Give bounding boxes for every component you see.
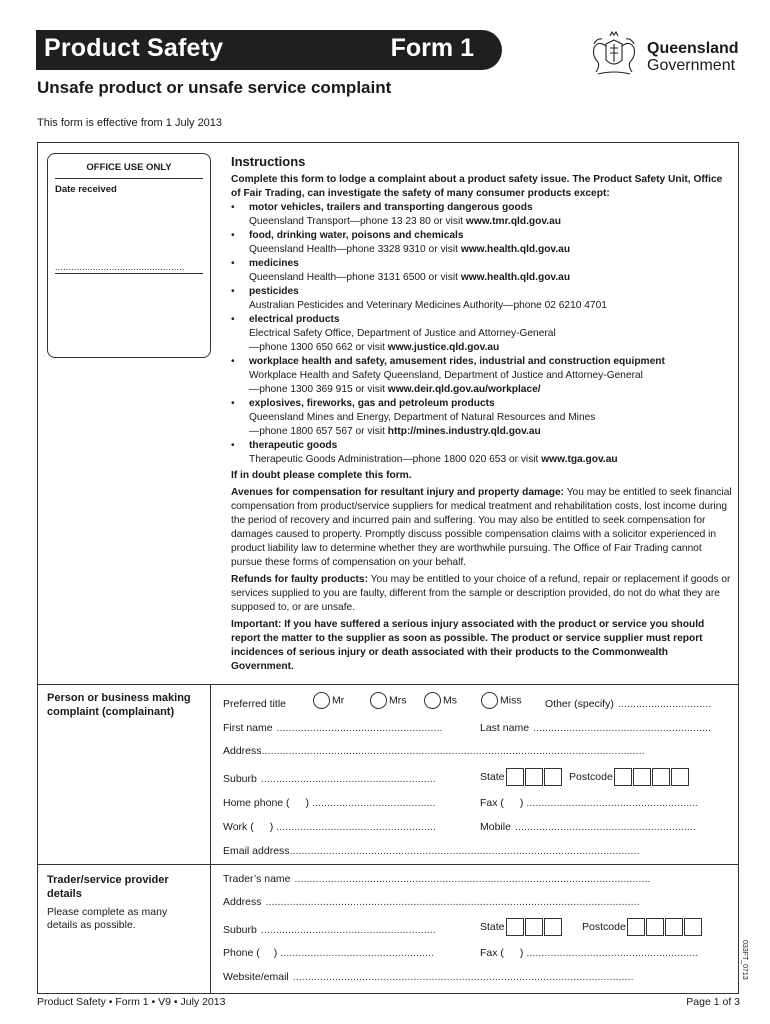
address-field[interactable]: Address............................................................................................................................... (223, 745, 645, 757)
avenues-paragraph (231, 486, 733, 570)
field-label: State (480, 920, 505, 933)
field-label: First name (223, 722, 273, 734)
option-label: Mr (332, 694, 345, 707)
field-label: Website/email (223, 971, 289, 983)
office-use-title: OFFICE USE ONLY (86, 162, 172, 173)
item-heading: therapeutic goods (249, 440, 338, 451)
form-title-bar (36, 30, 502, 70)
item-text: Queensland Mines and Energy, Department of Natural Resources and Mines (249, 412, 596, 423)
trader-section-label: Trader/service provider details (47, 874, 169, 900)
field-label: Fax ( (480, 947, 504, 959)
instructions-heading: Instructions (231, 154, 306, 169)
trader-name-field[interactable]: Trader’s name ...................................................................................................................... (223, 873, 651, 885)
field-label: Work ( (223, 821, 254, 833)
trader-phone-field[interactable]: Phone ( ) ................................................... (223, 947, 435, 959)
divider (55, 273, 203, 274)
refunds-text: You may be entitled to your choice of a refund, repair or replacement if goods or services supplied to you are faulty, different from the sample or description provided, do not do what they are supposed to, or are unsafe. (231, 574, 731, 613)
item-link[interactable]: www.justice.qld.gov.au (387, 342, 500, 353)
trader-website-field[interactable]: Website/email ................................................................................................................. (223, 971, 634, 983)
list-item: • motor vehicles, trailers and transporting dangerous goods Queensland Transport—phone 13 23 80 or visit www.tmr.qld.gov.au (231, 202, 561, 227)
field-label: Email address (223, 845, 290, 857)
option-label: Miss (500, 694, 522, 707)
field-label: ) (519, 797, 524, 809)
form-number: Form 1 (390, 34, 474, 62)
refunds-heading: Refunds for faulty products: (231, 574, 368, 585)
divider (210, 864, 211, 994)
item-text: Australian Pesticides and Veterinary Medicines Authority—phone 02 6210 4701 (249, 300, 607, 311)
queensland-government-logo (647, 40, 739, 74)
title-option-ms[interactable] (424, 692, 457, 709)
list-item: • explosives, fireworks, gas and petroleum products Queensland Mines and Energy, Department of Natural Resources and Mines —phone 1800 657 567 or visit http://mines.industry.qld.gov.au (231, 398, 596, 437)
trader-postcode-field[interactable] (582, 918, 702, 936)
work-phone-field[interactable]: Work ( ) ..................................................... (223, 821, 437, 833)
field-label: Phone ( (223, 947, 260, 959)
item-text: Workplace Health and Safety Queensland, Department of Justice and Attorney-General (249, 370, 643, 381)
title-option-miss[interactable] (481, 692, 522, 709)
refunds-paragraph (231, 573, 733, 615)
trader-state-field[interactable] (480, 918, 562, 936)
field-label: Postcode (569, 770, 613, 783)
field-label: Home phone ( (223, 797, 290, 809)
list-item: • therapeutic goods Therapeutic Goods Administration—phone 1800 020 653 or visit www.tga.gov.au (231, 440, 618, 465)
complainant-section-label: Person or business making complaint (complainant) (47, 692, 191, 718)
postcode-field[interactable] (569, 768, 689, 786)
important-note: Important: If you have suffered a serious injury associated with the product or service you should report the matter to the supplier as soon as possible. The product or service supplier must report incidences of serious injury or death associated with their products to the Commonwealth Government. (231, 619, 705, 672)
suburb-field[interactable]: Suburb .......................................................... (223, 773, 436, 785)
radio-button[interactable] (370, 692, 387, 709)
item-heading: workplace health and safety, amusement rides, industrial and construction equipment (249, 356, 665, 367)
instructions-intro: Complete this form to lodge a complaint about a product safety issue. The Product Safety Unit, Office of Fair Trading, can investigate the safety of many consumer products except: (231, 174, 723, 199)
list-item: • pesticides Australian Pesticides and Veterinary Medicines Authority—phone 02 6210 4701 (231, 286, 607, 311)
item-heading: food, drinking water, poisons and chemicals (249, 230, 464, 241)
item-text: Electrical Safety Office, Department of Justice and Attorney-General (249, 328, 556, 339)
item-heading: explosives, fireworks, gas and petroleum products (249, 398, 495, 409)
item-link[interactable]: www.tmr.qld.gov.au (465, 216, 561, 227)
item-text: Therapeutic Goods Administration—phone 1800 020 653 or visit (249, 454, 542, 465)
radio-button[interactable] (424, 692, 441, 709)
state-field[interactable] (480, 768, 562, 786)
field-label: ) (519, 947, 524, 959)
office-dotted-line: ................................................ (55, 262, 185, 272)
divider (37, 864, 739, 865)
field-label: Other (specify) (545, 698, 614, 710)
field-label: Trader’s name (223, 873, 291, 885)
avenues-heading: Avenues for compensation for resultant injury and property damage: (231, 487, 565, 498)
field-label: Mobile (480, 821, 511, 833)
form-subtitle: Unsafe product or unsafe service complaint (37, 78, 392, 97)
email-field[interactable]: Email address.................................................................................................................... (223, 845, 640, 857)
item-heading: motor vehicles, trailers and transporting dangerous goods (249, 202, 533, 213)
logo-line-1: Queensland (647, 40, 739, 57)
list-item: • medicines Queensland Health—phone 3131 6500 or visit www.health.qld.gov.au (231, 258, 571, 283)
queensland-coat-of-arms-icon (588, 30, 640, 78)
item-text: Queensland Transport—phone 13 23 80 or visit (249, 216, 466, 227)
option-label: Ms (443, 694, 457, 707)
item-text: Queensland Health—phone 3131 6500 or visit (249, 272, 461, 283)
trader-fax-field[interactable]: Fax ( ) ......................................................... (480, 947, 699, 959)
item-heading: electrical products (249, 314, 340, 325)
mobile-field[interactable]: Mobile ............................................................ (480, 821, 696, 833)
radio-button[interactable] (481, 692, 498, 709)
preferred-title-label: Preferred title (223, 698, 287, 710)
date-received-label: Date received (55, 184, 117, 195)
item-link[interactable]: www.tga.gov.au (541, 454, 618, 465)
instructions-body (231, 173, 733, 674)
fax-field[interactable]: Fax ( ) ......................................................... (480, 797, 699, 809)
list-item: • workplace health and safety, amusement rides, industrial and construction equipment Workplace Health and Safety Queensland, Department of Justice and Attorney-General —phone 1300 369 915 or visit www.deir.qld.gov.au/workplace/ (231, 356, 665, 395)
field-label: Address (223, 745, 262, 757)
field-label: ) (269, 821, 274, 833)
field-label: Postcode (582, 920, 626, 933)
page-number: Page 1 of 3 (686, 996, 740, 1008)
item-text: —phone 1300 369 915 or visit (249, 384, 388, 395)
home-phone-field[interactable]: Home phone ( ) ......................................... (223, 797, 436, 809)
list-item: • food, drinking water, poisons and chemicals Queensland Health—phone 3328 9310 or visit www.health.qld.gov.au (231, 230, 571, 255)
field-label: Suburb (223, 924, 257, 936)
effective-date-text: This form is effective from 1 July 2013 (37, 117, 223, 129)
other-title-field[interactable]: Other (specify) ............................... (545, 698, 712, 710)
trader-suburb-field[interactable]: Suburb .......................................................... (223, 924, 436, 936)
trader-section-note: Please complete as many details as possible. (47, 906, 168, 931)
field-label: Suburb (223, 773, 257, 785)
field-label: ) (305, 797, 310, 809)
last-name-field[interactable]: Last name ........................................................... (480, 722, 712, 734)
item-link[interactable]: http://mines.industry.qld.gov.au (387, 426, 541, 437)
item-link[interactable]: www.health.qld.gov.au (460, 272, 571, 283)
option-label: Mrs (389, 694, 407, 707)
field-label: Last name (480, 722, 530, 734)
field-label: Fax ( (480, 797, 504, 809)
item-heading: medicines (249, 258, 299, 269)
item-text: —phone 1300 650 662 or visit (249, 342, 388, 353)
item-text: Queensland Health—phone 3328 9310 or visit (249, 244, 461, 255)
trader-address-field[interactable]: Address ............................................................................................................................ (223, 896, 640, 908)
item-heading: pesticides (249, 286, 299, 297)
doubt-note: If in doubt please complete this form. (231, 470, 412, 481)
divider (210, 684, 211, 864)
avenues-text: You may be entitled to seek financial compensation from product/service suppliers for medical treatment and rehabilitation costs, lost income during the period of recovery and incurred pain and suffering. You may also be entitled to seek compensation for damages caused to property. Promptly discuss possible compensation claims with a solicitor experienced in product liability law to determine whether they are worthwhile pursuing. The Office of Fair Trading cannot pursue these forms of compensation on your behalf. (231, 487, 732, 568)
radio-button[interactable] (313, 692, 330, 709)
field-label: ) (273, 947, 278, 959)
divider (55, 178, 203, 179)
title-option-mr[interactable] (313, 692, 344, 709)
list-item: • electrical products Electrical Safety Office, Department of Justice and Attorney-General —phone 1300 650 662 or visit www.justice.qld.gov.au (231, 314, 556, 353)
exceptions-list (231, 201, 733, 467)
item-link[interactable]: www.deir.qld.gov.au/workplace/ (387, 384, 541, 395)
form-title: Product Safety (44, 34, 224, 62)
logo-line-2: Government (647, 57, 736, 74)
title-option-mrs[interactable] (370, 692, 407, 709)
field-label: Address (223, 896, 262, 908)
first-name-field[interactable]: First name ....................................................... (223, 722, 443, 734)
item-link[interactable]: www.health.qld.gov.au (460, 244, 571, 255)
form-code: 033FT_0713 (741, 940, 748, 980)
divider (37, 684, 739, 685)
item-text: —phone 1800 657 567 or visit (249, 426, 388, 437)
footer-form-info: Product Safety • Form 1 • V9 • July 2013 (37, 996, 226, 1008)
field-label: State (480, 770, 505, 783)
